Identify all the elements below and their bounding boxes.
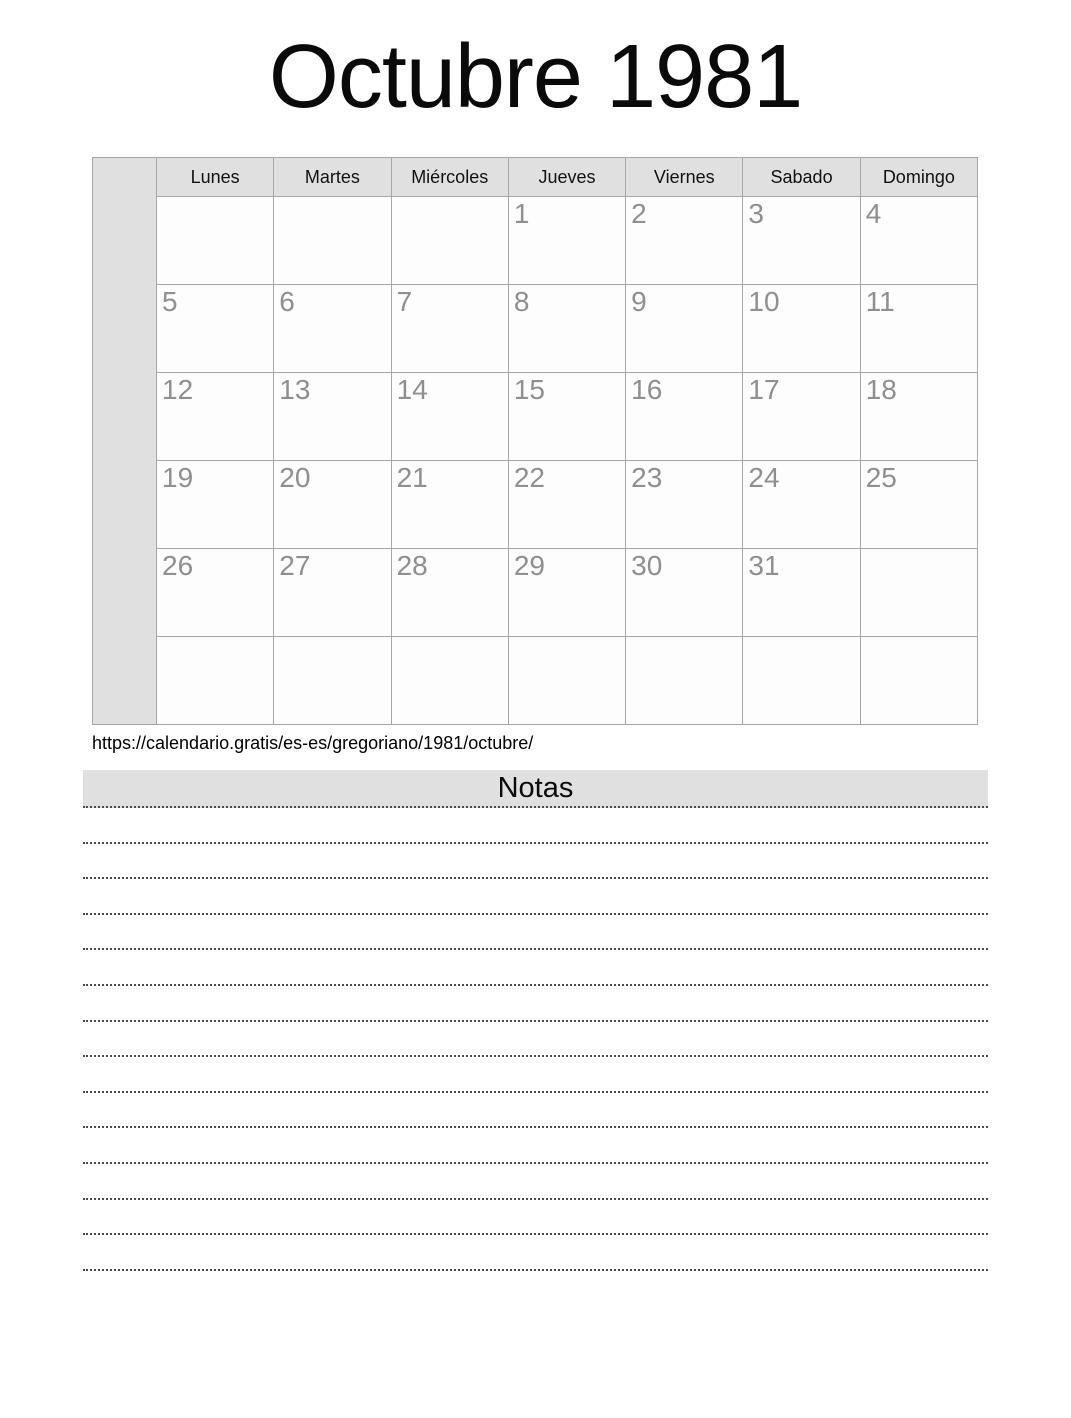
note-line	[83, 879, 988, 915]
notes-title: Notas	[83, 770, 988, 808]
week-row	[93, 637, 978, 725]
weekday-header-lunes: Lunes	[157, 158, 274, 197]
day-cell	[274, 197, 391, 285]
day-cell	[391, 197, 508, 285]
day-cell	[157, 637, 274, 725]
day-cell	[508, 637, 625, 725]
note-line	[83, 1235, 988, 1271]
note-line	[83, 1164, 988, 1200]
week-row	[93, 197, 978, 285]
calendar-table	[92, 157, 978, 725]
day-cell: 22	[508, 461, 625, 549]
week-row	[93, 285, 978, 373]
weekday-header-jueves: Jueves	[508, 158, 625, 197]
day-cell: 30	[626, 549, 743, 637]
day-cell: 24	[743, 461, 860, 549]
day-cell: 25	[860, 461, 977, 549]
day-cell	[743, 637, 860, 725]
day-cell: 20	[274, 461, 391, 549]
week-row	[93, 461, 978, 549]
day-cell	[626, 637, 743, 725]
day-cell: 18	[860, 373, 977, 461]
note-line	[83, 844, 988, 880]
day-cell: 6	[274, 285, 391, 373]
weekday-header-miercoles: Miércoles	[391, 158, 508, 197]
day-cell: 15	[508, 373, 625, 461]
day-cell: 19	[157, 461, 274, 549]
note-line	[83, 1022, 988, 1058]
calendar-page	[0, 27, 1071, 1418]
note-line	[83, 808, 988, 844]
day-cell: 7	[391, 285, 508, 373]
note-line	[83, 1200, 988, 1236]
day-cell: 31	[743, 549, 860, 637]
day-cell	[391, 637, 508, 725]
weekday-header-martes: Martes	[274, 158, 391, 197]
day-cell: 9	[626, 285, 743, 373]
day-cell: 12	[157, 373, 274, 461]
day-cell: 21	[391, 461, 508, 549]
day-cell: 13	[274, 373, 391, 461]
note-line	[83, 950, 988, 986]
day-cell: 16	[626, 373, 743, 461]
day-cell: 17	[743, 373, 860, 461]
day-cell: 14	[391, 373, 508, 461]
notes-section	[83, 770, 988, 1271]
note-line	[83, 915, 988, 951]
day-cell	[860, 637, 977, 725]
week-row	[93, 549, 978, 637]
day-cell: 23	[626, 461, 743, 549]
day-cell: 27	[274, 549, 391, 637]
weekday-header-sabado: Sabado	[743, 158, 860, 197]
week-row	[93, 373, 978, 461]
day-cell: 2	[626, 197, 743, 285]
day-cell: 29	[508, 549, 625, 637]
day-cell: 8	[508, 285, 625, 373]
day-cell	[157, 197, 274, 285]
day-cell: 28	[391, 549, 508, 637]
day-cell: 1	[508, 197, 625, 285]
source-url: https://calendario.gratis/es-es/gregoriano/1981/octubre/	[92, 733, 534, 753]
day-cell: 11	[860, 285, 977, 373]
note-line	[83, 1128, 988, 1164]
day-cell	[274, 637, 391, 725]
day-cell	[860, 549, 977, 637]
weekday-header-domingo: Domingo	[860, 158, 977, 197]
notes-lines	[83, 808, 988, 1271]
weekday-header-row	[93, 158, 978, 197]
note-line	[83, 1093, 988, 1129]
day-cell: 4	[860, 197, 977, 285]
day-cell: 10	[743, 285, 860, 373]
weekday-header-viernes: Viernes	[626, 158, 743, 197]
day-cell: 3	[743, 197, 860, 285]
note-line	[83, 986, 988, 1022]
week-side-column	[93, 158, 157, 725]
day-cell: 5	[157, 285, 274, 373]
page-title: Octubre 1981	[268, 27, 803, 127]
note-line	[83, 1057, 988, 1093]
day-cell: 26	[157, 549, 274, 637]
